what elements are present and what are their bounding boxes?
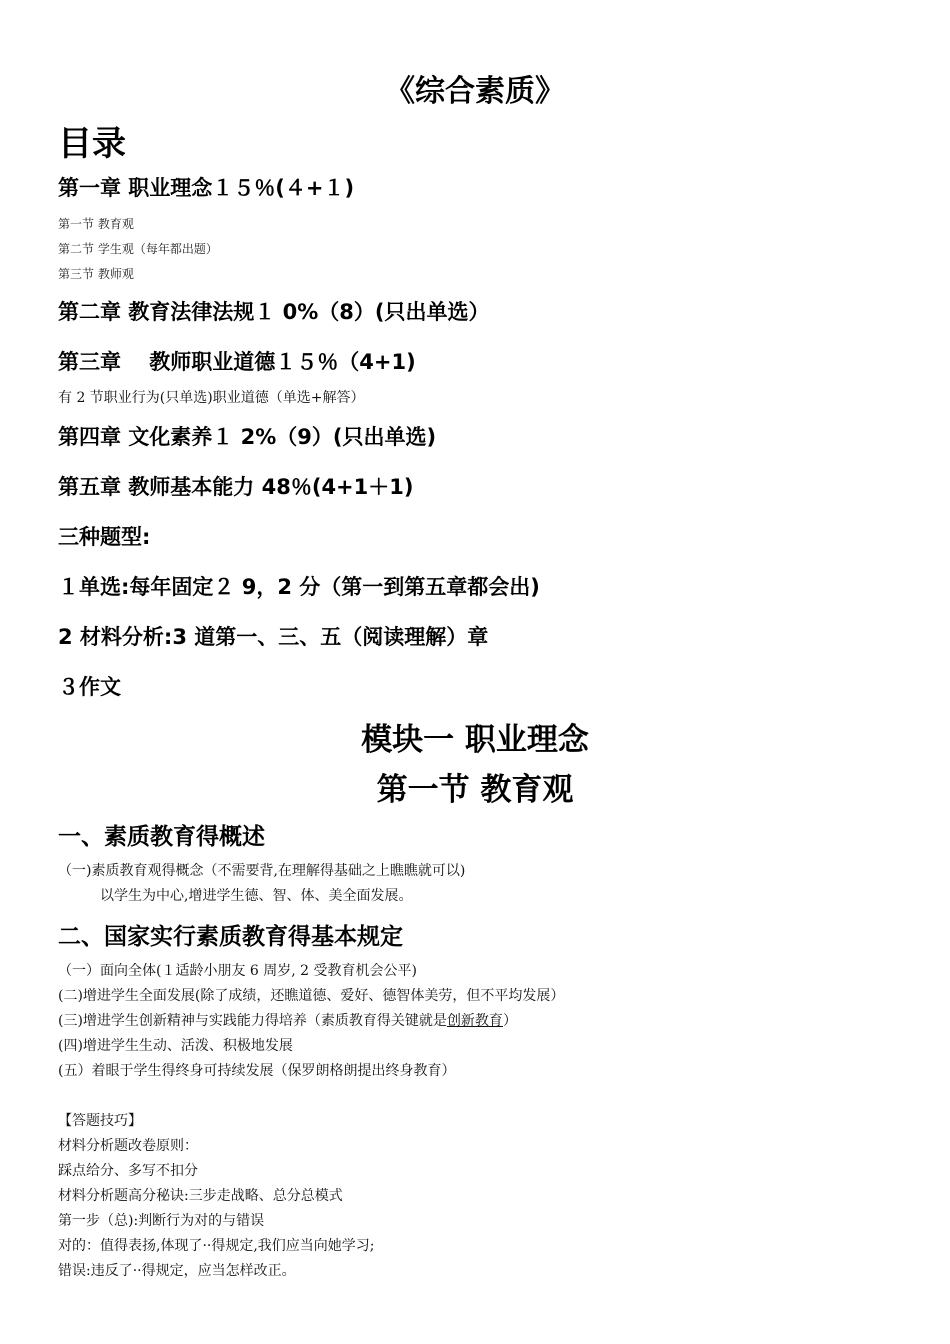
chapter-1-heading: 第一章 职业理念１５％(４+１) [58,176,355,200]
chapter-1-section-1: 第一节 教育观 [58,217,134,231]
part-2-item-5: (五）着眼于学生得终身可持续发展（保罗朗格朗提出终身教育） [58,1063,456,1079]
part-2-item-1: （一）面向全体(１适龄小朋友 6 周岁, 2 受教育机会公平) [58,963,417,979]
question-type-2: 2 材料分析:3 道第一、三、五（阅读理解）章 [58,625,489,649]
innovation-education-link: 创新教育 [446,1013,503,1029]
question-types-heading: 三种题型: [58,525,151,549]
tips-heading: 【答题技巧】 [58,1113,142,1129]
tips-line-4: 第一步（总):判断行为对的与错误 [58,1213,265,1229]
part-1-heading: 一、素质教育得概述 [58,824,265,850]
part-2-item-3 [58,1010,517,1030]
chapter-3-heading: 第三章 教师职业道德１５％（4+1) [58,350,416,374]
part-2-item-3-text: (三)增进学生创新精神与实践能力得培养（素质教育得关键就是 [58,1013,447,1029]
part-2-item-2: (二)增进学生全面发展(除了成绩，还瞧道德、爱好、德智体美劳，但不平均发展） [58,988,565,1004]
part-1-item-1: （一)素质教育观得概念（不需要背,在理解得基础之上瞧瞧就可以) [58,863,466,879]
part-2-heading: 二、国家实行素质教育得基本规定 [58,924,403,950]
chapter-1-section-3: 第三节 教师观 [58,267,134,281]
tips-line-2: 踩点给分、多写不扣分 [58,1163,198,1179]
chapter-2-heading: 第二章 教育法律法规１ 0%（8）(只出单选） [58,300,490,324]
toc-heading: 目录 [58,124,126,164]
document-title: 《综合素质》 [385,74,565,109]
part-1-item-1-detail: 以学生为中心,增进学生德、智、体、美全面发展。 [100,888,413,904]
chapter-4-heading: 第四章 文化素养１ 2%（9）(只出单选) [58,425,437,449]
question-type-1: １单选:每年固定２ 9，2 分（第一到第五章都会出) [58,575,540,599]
module-title: 模块一 职业理念 [361,722,589,758]
tips-line-5: 对的：值得表扬,体现了··得规定,我们应当向她学习; [58,1238,375,1254]
question-type-3: ３作文 [58,675,121,699]
chapter-5-heading: 第五章 教师基本能力 48％(4+1＋1) [58,475,414,499]
part-2-item-4: (四)增进学生生动、活泼、积极地发展 [58,1038,293,1054]
tips-line-3: 材料分析题高分秘诀:三步走战略、总分总模式 [58,1188,343,1204]
tips-line-6: 错误:违反了··得规定，应当怎样改正。 [58,1263,296,1279]
part-2-item-3-end: ） [502,1013,517,1029]
tips-line-1: 材料分析题改卷原则： [58,1138,198,1154]
section-title: 第一节 教育观 [376,772,574,808]
chapter-3-note: 有 2 节职业行为(只单选)职业道德（单选+解答） [58,390,365,406]
chapter-1-section-2: 第二节 学生观（每年都出题） [58,242,218,256]
